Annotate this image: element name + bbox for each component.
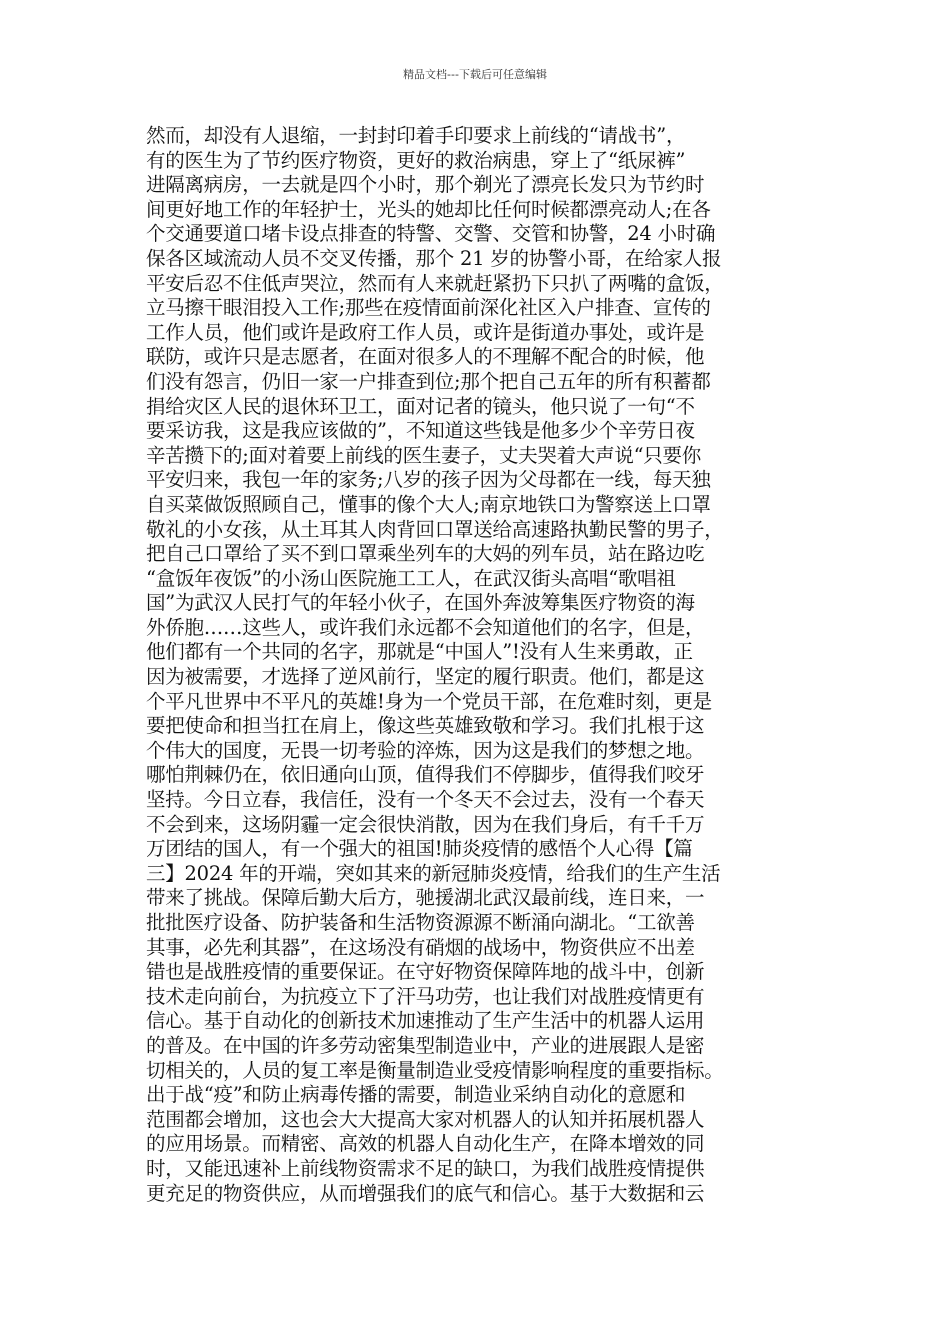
text-line: 立马擦干眼泪投入工作;那些在疫情面前深化社区入户排查、宣传的 (146, 296, 711, 320)
text-line: 哪怕荆棘仍在，依旧通向山顶，值得我们不停脚步，值得我们咬牙 (146, 763, 705, 787)
text-line: 自买菜做饭照顾自己，懂事的像个大人;南京地铁口为警察送上口罩 (146, 492, 711, 516)
text-line: 其事，必先利其器”，在这场没有硝烟的战场中，物资供应不出差 (146, 935, 695, 959)
text-line: 辛苦攒下的;面对着要上前线的医生妻子，丈夫哭着大声说“只要你 (146, 443, 702, 467)
text-line: 有的医生为了节约医疗物资，更好的救治病患，穿上了“纸尿裤” (146, 148, 686, 172)
text-line: 批批医疗设备、防护装备和生活物资源源不断涌向湖北。“工欲善 (146, 911, 695, 934)
text-line: 时，又能迅速补上前线物资需求不足的缺口，为我们战胜疫情提供 (146, 1156, 705, 1180)
text-line: 个平凡世界中不平凡的英雄!身为一个党员干部，在危难时刻，更是 (146, 689, 712, 713)
text-line: 要把使命和担当扛在肩上，像这些英雄致敬和学习。我们扎根于这 (146, 714, 705, 738)
text-line: 然而，却没有人退缩，一封封印着手印要求上前线的“请战书”， (146, 124, 686, 147)
text-line: 进隔离病房，一去就是四个小时，那个剃光了漂亮长发只为节约时 (146, 173, 705, 197)
text-line: 个伟大的国度，无畏一切考验的淬炼，因为这是我们的梦想之地。 (146, 738, 705, 762)
text-line: 联防，或许只是志愿者，在面对很多人的不理解不配合的时候，他 (146, 345, 705, 369)
page-header: 精品文档---下载后可任意编辑 (403, 68, 547, 81)
text-line: 信心。基于自动化的创新技术加速推动了生产生活中的机器人运用 (146, 1009, 705, 1033)
text-line: 切相关的，人员的复工率是衡量制造业受疫情影响程度的重要指标。 (146, 1058, 724, 1082)
text-line: 更充足的物资供应，从而增强我们的底气和信心。基于大数据和云 (146, 1181, 705, 1205)
text-line: 技术走向前台，为抗疫立下了汗马功劳，也让我们对战胜疫情更有 (146, 984, 705, 1008)
text-line: 的应用场景。而精密、高效的机器人自动化生产，在降本增效的同 (146, 1132, 705, 1156)
text-line: 因为被需要，才选择了逆风前行，坚定的履行职责。他们，都是这 (146, 665, 705, 689)
text-line: 国”为武汉人民打气的年轻小伙子，在国外奔波筹集医疗物资的海 (146, 591, 695, 615)
text-line: 出于战“疫”和防止病毒传播的需要，制造业采纳自动化的意愿和 (146, 1083, 686, 1107)
text-line: 们没有怨言，仍旧一家一户排查到位;那个把自己五年的所有积蓄都 (146, 369, 711, 393)
text-line: 外侨胞……这些人，或许我们永远都不会知道他们的名字，但是， (146, 615, 705, 639)
text-line: 错也是战胜疫情的重要保证。在守好物资保障阵地的战斗中，创新 (146, 960, 705, 984)
text-line: 平安后忍不住低声哭泣，然而有人来就赶紧扔下只扒了两嘴的盒饭， (146, 271, 724, 295)
text-line: 工作人员，他们或许是政府工作人员，或许是街道办事处，或许是 (146, 320, 705, 344)
text-line: 要采访我，这是我应该做的”，不知道这些钱是他多少个辛劳日夜 (146, 419, 695, 443)
body-text (146, 124, 828, 1206)
text-line: 保各区域流动人员不交叉传播，那个 21 岁的协警小哥，在给家人报 (146, 246, 722, 270)
text-line: 平安归来，我包一年的家务;八岁的孩子因为父母都在一线，每天独 (146, 468, 711, 492)
text-line: 坚持。今日立春，我信任，没有一个冬天不会过去，没有一个春天 (146, 788, 705, 812)
text-line: 他们都有一个共同的名字，那就是“中国人”!没有人生来勇敢，正 (146, 640, 693, 664)
text-line: 个交通要道口堵卡设点排查的特警、交警、交管和协警，24 小时确 (146, 222, 716, 246)
text-line: 的普及。在中国的许多劳动密集型制造业中，产业的进展跟人是密 (146, 1033, 705, 1057)
text-line: 间更好地工作的年轻护士，光头的她却比任何时候都漂亮动人;在各 (146, 197, 711, 221)
text-line: 捐给灾区人民的退休环卫工，面对记者的镜头，他只说了一句“不 (146, 394, 695, 418)
text-line: 把自己口罩给了买不到口罩乘坐列车的大妈的列车员，站在路边吃 (146, 542, 705, 566)
text-line: 三】2024 年的开端，突如其来的新冠肺炎疫情，给我们的生产生活 (146, 861, 721, 885)
text-line: 范围都会增加，这也会大大提高大家对机器人的认知并拓展机器人 (146, 1107, 705, 1131)
text-line: 万团结的国人，有一个强大的祖国!肺炎疫情的感悟个人心得【篇 (146, 837, 693, 861)
text-line: 敬礼的小女孩，从土耳其人肉背回口罩送给高速路执勤民警的男子， (146, 517, 724, 541)
text-line: 带来了挑战。保障后勤大后方，驰援湖北武汉最前线，连日来，一 (146, 886, 705, 910)
text-line: “盒饭年夜饭”的小汤山医院施工工人，在武汉街头高唱“歌唱祖 (146, 566, 676, 590)
text-line: 不会到来，这场阴霾一定会很快消散，因为在我们身后，有千千万 (146, 812, 705, 836)
